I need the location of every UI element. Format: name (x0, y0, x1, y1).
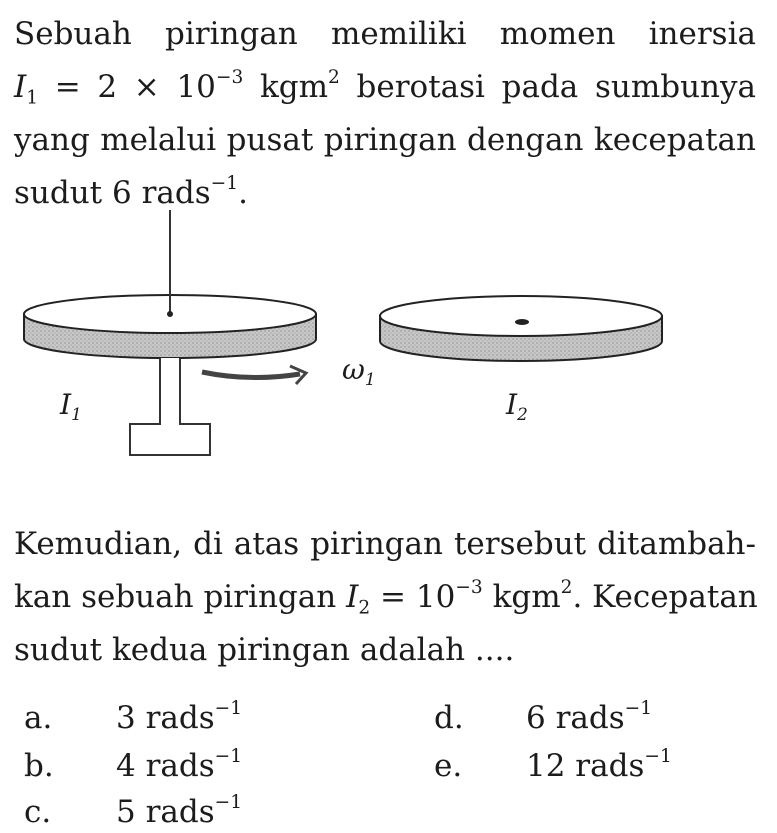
option-a[interactable] (24, 698, 242, 738)
label-omega1: $\omega_1$ (342, 353, 376, 389)
option-exponent: −1 (214, 792, 243, 814)
question-text: . Kecepatan (572, 579, 758, 615)
inertia-unit: kgm (259, 69, 329, 105)
word: memiliki (330, 16, 467, 52)
option-letter: e. (434, 748, 463, 784)
angular-speed: sudut 6 rads (14, 175, 211, 211)
unit-exponent: 2 (560, 577, 573, 599)
question-text: berotasi pada sumbunya (356, 69, 756, 105)
unit-exponent: 2 (328, 67, 340, 89)
option-c[interactable] (24, 792, 242, 832)
option-exponent: −1 (644, 746, 672, 768)
word: inersia (648, 16, 756, 52)
disk-2 (380, 296, 662, 361)
disk-1-center (167, 311, 173, 317)
inertia-symbol: I (14, 69, 27, 105)
option-letter: d. (434, 700, 464, 736)
option-value: 3 rads (116, 700, 215, 736)
word: piringan (165, 16, 298, 52)
inertia-exponent: −3 (215, 67, 244, 89)
question-line-3: yang melalui pusat piringan dengan kecepatan (14, 122, 756, 158)
option-b[interactable] (24, 746, 242, 786)
question-line-2 (14, 61, 756, 114)
inertia-symbol: I (346, 579, 359, 615)
question-line-7: sudut kedua piringan adalah .... (14, 632, 515, 668)
disks-diagram (0, 210, 777, 480)
inertia-subscript: 2 (358, 597, 371, 619)
option-value: 4 rads (116, 748, 215, 784)
label-I2: $I_2$ (506, 388, 528, 424)
option-value: 12 rads (526, 748, 645, 784)
word: momen (499, 16, 616, 52)
inertia-value: = 2 × 10 (54, 69, 216, 105)
rotation-arrow (202, 366, 306, 384)
disk-2-center (515, 319, 529, 325)
option-exponent: −1 (214, 698, 243, 720)
option-e[interactable] (434, 746, 672, 786)
question-paragraph-1 (14, 8, 756, 220)
inertia-value: = 10 (380, 579, 456, 615)
inertia-unit: kgm (492, 579, 561, 615)
option-exponent: −1 (624, 698, 653, 720)
question-line-5: Kemudian, di atas piringan tersebut ditambah- (14, 526, 756, 562)
rotating-disks-figure (0, 210, 777, 480)
option-letter: a. (24, 700, 53, 736)
label-I1: $I_1$ (60, 388, 82, 424)
question-text: kan sebuah piringan (14, 579, 337, 615)
inertia-subscript: 1 (26, 87, 39, 109)
inertia-exponent: −3 (455, 577, 483, 599)
option-value: 6 rads (526, 700, 625, 736)
option-letter: b. (24, 748, 54, 784)
word: Sebuah (14, 16, 132, 52)
option-letter: c. (24, 794, 52, 830)
speed-exponent: −1 (210, 173, 239, 195)
disk-stand (130, 358, 210, 455)
question-paragraph-2 (14, 518, 756, 677)
question-line-6 (14, 571, 756, 624)
option-exponent: −1 (214, 746, 243, 768)
option-value: 5 rads (116, 794, 215, 830)
question-line-1 (14, 8, 756, 61)
period: . (238, 175, 248, 211)
option-d[interactable] (434, 698, 652, 738)
